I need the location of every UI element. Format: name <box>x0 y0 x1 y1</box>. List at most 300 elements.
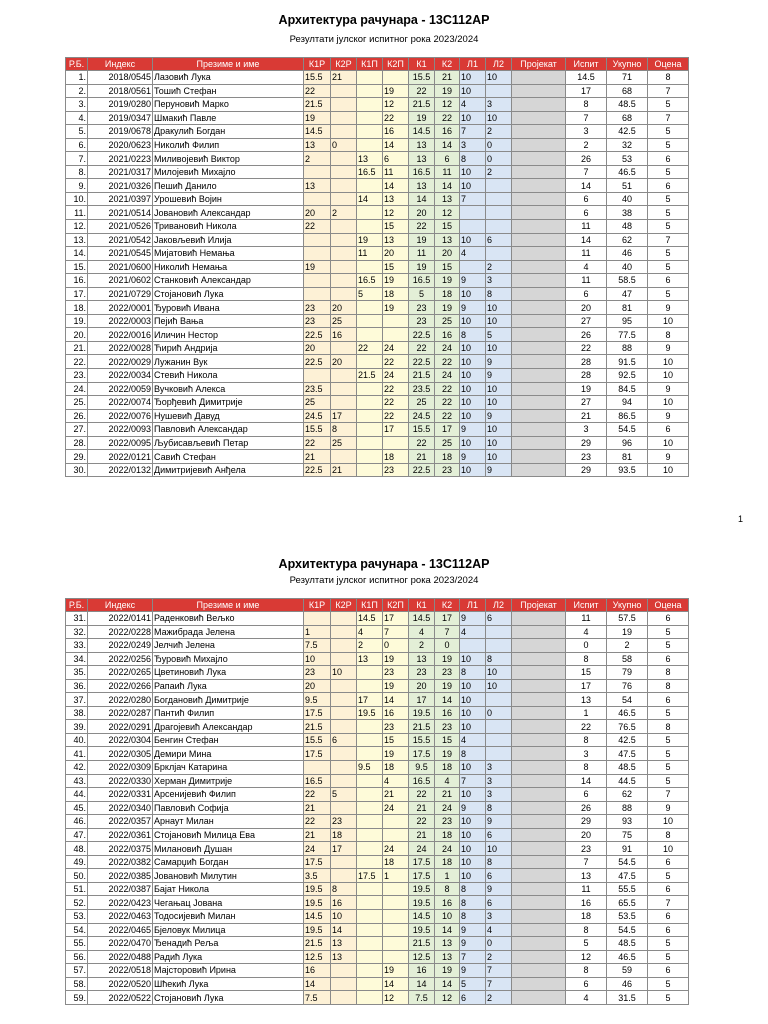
k2p-cell: 24 <box>383 369 409 383</box>
l2-cell <box>486 206 512 220</box>
k1r-cell: 10 <box>304 652 331 666</box>
k1r-cell: 15.5 <box>304 733 331 747</box>
exam-cell: 28 <box>566 355 607 369</box>
k1r-cell <box>304 274 331 288</box>
k1p-cell <box>357 937 383 951</box>
index-cell: 2018/0545 <box>88 71 153 85</box>
column-header-l1: Л1 <box>460 599 486 612</box>
rb-cell: 50. <box>66 869 88 883</box>
k1r-cell: 22.5 <box>304 328 331 342</box>
column-header-kp1: К1П <box>357 58 383 71</box>
name-cell: Вучковић Алекса <box>153 382 304 396</box>
k2p-cell: 22 <box>383 382 409 396</box>
k2p-cell: 20 <box>383 247 409 261</box>
l1-cell: 10 <box>460 842 486 856</box>
l2-cell: 9 <box>486 369 512 383</box>
k2-cell: 18 <box>435 855 460 869</box>
k1r-cell: 22 <box>304 815 331 829</box>
exam-cell: 26 <box>566 152 607 166</box>
total-cell: 48.5 <box>607 98 648 112</box>
project-cell <box>512 436 566 450</box>
k1r-cell: 16.5 <box>304 774 331 788</box>
total-cell: 88 <box>607 801 648 815</box>
total-cell: 51 <box>607 179 648 193</box>
exam-cell: 15 <box>566 666 607 680</box>
rb-cell: 3. <box>66 98 88 112</box>
k2-cell: 13 <box>435 233 460 247</box>
table-row <box>66 679 689 693</box>
k1r-cell: 22 <box>304 84 331 98</box>
k1p-cell: 21.5 <box>357 369 383 383</box>
name-cell: Богдановић Димитрије <box>153 693 304 707</box>
k2r-cell <box>331 98 357 112</box>
k2-cell: 19 <box>435 274 460 288</box>
l2-cell <box>486 220 512 234</box>
l1-cell: 10 <box>460 693 486 707</box>
k1r-cell <box>304 369 331 383</box>
total-cell: 79 <box>607 666 648 680</box>
k2r-cell: 10 <box>331 666 357 680</box>
column-header-nm: Презиме и име <box>153 58 304 71</box>
table-row <box>66 910 689 924</box>
k2p-cell: 21 <box>383 788 409 802</box>
table-row <box>66 233 689 247</box>
k1p-cell <box>357 666 383 680</box>
grade-cell: 5 <box>648 733 689 747</box>
project-cell <box>512 450 566 464</box>
l1-cell: 4 <box>460 98 486 112</box>
table-body <box>66 612 689 1005</box>
k1-cell: 16.5 <box>409 774 435 788</box>
index-cell: 2022/0003 <box>88 314 153 328</box>
total-cell: 46.5 <box>607 165 648 179</box>
k1r-cell: 23 <box>304 314 331 328</box>
l2-cell: 3 <box>486 774 512 788</box>
l2-cell: 9 <box>486 882 512 896</box>
k2r-cell: 21 <box>331 71 357 85</box>
l2-cell <box>486 625 512 639</box>
name-cell: Драгојевић Александар <box>153 720 304 734</box>
total-cell: 62 <box>607 233 648 247</box>
grade-cell: 10 <box>648 355 689 369</box>
k1p-cell: 13 <box>357 152 383 166</box>
name-cell: Јелчић Јелена <box>153 639 304 653</box>
k1p-cell <box>357 910 383 924</box>
project-cell <box>512 693 566 707</box>
k2r-cell <box>331 964 357 978</box>
project-cell <box>512 233 566 247</box>
grade-cell: 6 <box>648 964 689 978</box>
k2p-cell <box>383 950 409 964</box>
k2-cell: 11 <box>435 165 460 179</box>
k2-cell: 20 <box>435 247 460 261</box>
k2-cell: 23 <box>435 666 460 680</box>
project-cell <box>512 260 566 274</box>
exam-cell: 14.5 <box>566 71 607 85</box>
k2p-cell: 1 <box>383 869 409 883</box>
table-row <box>66 869 689 883</box>
index-cell: 2022/0309 <box>88 761 153 775</box>
grade-cell: 7 <box>648 111 689 125</box>
total-cell: 19 <box>607 625 648 639</box>
k2p-cell: 19 <box>383 301 409 315</box>
k1r-cell: 25 <box>304 396 331 410</box>
k1-cell: 14 <box>409 192 435 206</box>
k2-cell: 15 <box>435 733 460 747</box>
k2-cell: 16 <box>435 125 460 139</box>
index-cell: 2022/0029 <box>88 355 153 369</box>
table-row <box>66 450 689 464</box>
name-cell: Стевић Никола <box>153 369 304 383</box>
l1-cell: 9 <box>460 937 486 951</box>
l1-cell: 10 <box>460 436 486 450</box>
l1-cell: 10 <box>460 720 486 734</box>
name-cell: Шћекић Лука <box>153 977 304 991</box>
rb-cell: 26. <box>66 409 88 423</box>
table-row <box>66 761 689 775</box>
k1r-cell: 13 <box>304 179 331 193</box>
index-cell: 2022/0387 <box>88 882 153 896</box>
project-cell <box>512 409 566 423</box>
k1-cell: 15.5 <box>409 733 435 747</box>
rb-cell: 7. <box>66 152 88 166</box>
column-header-prj: Пројекат <box>512 599 566 612</box>
table-row <box>66 328 689 342</box>
rb-cell: 36. <box>66 679 88 693</box>
project-cell <box>512 842 566 856</box>
k2p-cell: 24 <box>383 842 409 856</box>
l1-cell: 10 <box>460 233 486 247</box>
l1-cell: 10 <box>460 382 486 396</box>
grade-cell: 6 <box>648 652 689 666</box>
table-row <box>66 423 689 437</box>
l2-cell: 9 <box>486 463 512 477</box>
grade-cell: 5 <box>648 220 689 234</box>
project-cell <box>512 84 566 98</box>
k1p-cell <box>357 382 383 396</box>
l1-cell: 10 <box>460 111 486 125</box>
table-row <box>66 206 689 220</box>
column-header-l1: Л1 <box>460 58 486 71</box>
grade-cell: 9 <box>648 341 689 355</box>
grade-cell: 8 <box>648 828 689 842</box>
index-cell: 2022/0280 <box>88 693 153 707</box>
total-cell: 53 <box>607 152 648 166</box>
k1r-cell: 19.5 <box>304 923 331 937</box>
name-cell: Арнаут Милан <box>153 815 304 829</box>
name-cell: Милановић Душан <box>153 842 304 856</box>
k2-cell: 7 <box>435 625 460 639</box>
k1r-cell: 20 <box>304 206 331 220</box>
column-header-k2: К2 <box>435 58 460 71</box>
k1-cell: 7.5 <box>409 991 435 1005</box>
k2p-cell: 15 <box>383 733 409 747</box>
l2-cell: 10 <box>486 423 512 437</box>
name-cell: Иличин Нестор <box>153 328 304 342</box>
grade-cell: 8 <box>648 328 689 342</box>
k2p-cell: 23 <box>383 720 409 734</box>
k1-cell: 13 <box>409 652 435 666</box>
total-cell: 91.5 <box>607 355 648 369</box>
name-cell: Павловић Софија <box>153 801 304 815</box>
k1-cell: 23.5 <box>409 382 435 396</box>
results-table <box>65 57 689 477</box>
exam-cell: 19 <box>566 382 607 396</box>
project-cell <box>512 774 566 788</box>
k2r-cell: 13 <box>331 950 357 964</box>
total-cell: 76.5 <box>607 720 648 734</box>
total-cell: 65.5 <box>607 896 648 910</box>
k2-cell: 24 <box>435 842 460 856</box>
l2-cell: 8 <box>486 287 512 301</box>
rb-cell: 20. <box>66 328 88 342</box>
rb-cell: 25. <box>66 396 88 410</box>
table-row <box>66 152 689 166</box>
exam-cell: 8 <box>566 733 607 747</box>
exam-cell: 4 <box>566 625 607 639</box>
k2r-cell <box>331 801 357 815</box>
table-row <box>66 260 689 274</box>
k1-cell: 2 <box>409 639 435 653</box>
k2r-cell <box>331 179 357 193</box>
l1-cell <box>460 260 486 274</box>
name-cell: Чегањац Јована <box>153 896 304 910</box>
k1r-cell: 22.5 <box>304 355 331 369</box>
l2-cell: 0 <box>486 152 512 166</box>
exam-cell: 3 <box>566 125 607 139</box>
k1p-cell: 13 <box>357 652 383 666</box>
k1r-cell: 19.5 <box>304 896 331 910</box>
grade-cell: 5 <box>648 287 689 301</box>
rb-cell: 1. <box>66 71 88 85</box>
grade-cell: 10 <box>648 369 689 383</box>
l1-cell: 8 <box>460 882 486 896</box>
k2-cell: 23 <box>435 720 460 734</box>
k2-cell: 12 <box>435 991 460 1005</box>
k2p-cell: 17 <box>383 423 409 437</box>
k2-cell: 19 <box>435 301 460 315</box>
index-cell: 2022/0001 <box>88 301 153 315</box>
k1r-cell <box>304 165 331 179</box>
k2r-cell: 21 <box>331 463 357 477</box>
total-cell: 81 <box>607 301 648 315</box>
k2p-cell <box>383 436 409 450</box>
k2p-cell <box>383 896 409 910</box>
exam-cell: 7 <box>566 165 607 179</box>
grade-cell: 6 <box>648 179 689 193</box>
k2-cell: 19 <box>435 652 460 666</box>
k2p-cell: 0 <box>383 639 409 653</box>
exam-cell: 5 <box>566 937 607 951</box>
k1p-cell <box>357 125 383 139</box>
k1r-cell: 19.5 <box>304 882 331 896</box>
total-cell: 38 <box>607 206 648 220</box>
exam-cell: 22 <box>566 341 607 355</box>
l2-cell: 10 <box>486 341 512 355</box>
table-row <box>66 788 689 802</box>
k1r-cell: 19 <box>304 111 331 125</box>
k2-cell: 12 <box>435 98 460 112</box>
k2-cell: 17 <box>435 612 460 626</box>
k1-cell: 13 <box>409 138 435 152</box>
name-cell: Мажибрада Јелена <box>153 625 304 639</box>
k1p-cell <box>357 882 383 896</box>
table-row <box>66 369 689 383</box>
k2-cell: 25 <box>435 314 460 328</box>
project-cell <box>512 341 566 355</box>
k1-cell: 16.5 <box>409 274 435 288</box>
total-cell: 32 <box>607 138 648 152</box>
l1-cell: 10 <box>460 287 486 301</box>
table-row <box>66 165 689 179</box>
k1-cell: 22.5 <box>409 328 435 342</box>
k2r-cell: 17 <box>331 409 357 423</box>
name-cell: Јовановић Милутин <box>153 869 304 883</box>
k2r-cell: 23 <box>331 815 357 829</box>
k2r-cell <box>331 382 357 396</box>
project-cell <box>512 964 566 978</box>
column-header-uk: Укупно <box>607 58 648 71</box>
name-cell: Мајсторовић Ирина <box>153 964 304 978</box>
column-header-isp: Испит <box>566 58 607 71</box>
k1p-cell: 14.5 <box>357 612 383 626</box>
exam-cell: 0 <box>566 639 607 653</box>
k2r-cell: 5 <box>331 788 357 802</box>
table-row <box>66 801 689 815</box>
grade-cell: 10 <box>648 815 689 829</box>
k1-cell: 4 <box>409 625 435 639</box>
l2-cell: 10 <box>486 301 512 315</box>
name-cell: Тривановић Никола <box>153 220 304 234</box>
rb-cell: 12. <box>66 220 88 234</box>
k1r-cell: 22 <box>304 220 331 234</box>
exam-cell: 4 <box>566 260 607 274</box>
page-number: 1 <box>738 514 744 524</box>
k1-cell: 22.5 <box>409 355 435 369</box>
column-header-k1: К1 <box>409 58 435 71</box>
grade-cell: 5 <box>648 206 689 220</box>
rb-cell: 16. <box>66 274 88 288</box>
project-cell <box>512 733 566 747</box>
l2-cell: 3 <box>486 788 512 802</box>
l1-cell: 10 <box>460 165 486 179</box>
k1r-cell <box>304 192 331 206</box>
k1p-cell <box>357 423 383 437</box>
k2p-cell: 11 <box>383 165 409 179</box>
column-header-rb: Р.Б. <box>66 58 88 71</box>
k1-cell: 19 <box>409 260 435 274</box>
k2p-cell <box>383 882 409 896</box>
k1p-cell <box>357 206 383 220</box>
l1-cell: 10 <box>460 855 486 869</box>
column-header-idx: Индекс <box>88 58 153 71</box>
rb-cell: 39. <box>66 720 88 734</box>
table-row <box>66 855 689 869</box>
rb-cell: 34. <box>66 652 88 666</box>
column-header-oc: Оцена <box>648 58 689 71</box>
k1p-cell <box>357 828 383 842</box>
project-cell <box>512 652 566 666</box>
index-cell: 2022/0095 <box>88 436 153 450</box>
l1-cell: 4 <box>460 733 486 747</box>
total-cell: 42.5 <box>607 733 648 747</box>
rb-cell: 10. <box>66 192 88 206</box>
index-cell: 2022/0330 <box>88 774 153 788</box>
k2r-cell <box>331 639 357 653</box>
l1-cell: 9 <box>460 923 486 937</box>
k2r-cell: 16 <box>331 896 357 910</box>
name-cell: Шмакић Павле <box>153 111 304 125</box>
k1-cell: 17 <box>409 693 435 707</box>
k1p-cell <box>357 111 383 125</box>
exam-cell: 11 <box>566 882 607 896</box>
k1p-cell: 2 <box>357 639 383 653</box>
k2p-cell: 15 <box>383 260 409 274</box>
grade-cell: 9 <box>648 301 689 315</box>
l1-cell: 8 <box>460 896 486 910</box>
rb-cell: 43. <box>66 774 88 788</box>
exam-cell: 23 <box>566 842 607 856</box>
project-cell <box>512 355 566 369</box>
rb-cell: 23. <box>66 369 88 383</box>
document-subtitle: Резултати јулског испитног рока 2023/2024 <box>289 575 479 586</box>
l2-cell: 3 <box>486 274 512 288</box>
table-row <box>66 382 689 396</box>
k2r-cell <box>331 761 357 775</box>
rb-cell: 58. <box>66 977 88 991</box>
project-cell <box>512 165 566 179</box>
k1p-cell <box>357 977 383 991</box>
project-cell <box>512 369 566 383</box>
table-row <box>66 652 689 666</box>
rb-cell: 14. <box>66 247 88 261</box>
k1p-cell <box>357 964 383 978</box>
grade-cell: 5 <box>648 98 689 112</box>
k2p-cell: 12 <box>383 98 409 112</box>
table-row <box>66 463 689 477</box>
project-cell <box>512 869 566 883</box>
project-cell <box>512 896 566 910</box>
project-cell <box>512 220 566 234</box>
name-cell: Херман Димитрије <box>153 774 304 788</box>
l2-cell: 10 <box>486 396 512 410</box>
table-row <box>66 179 689 193</box>
total-cell: 46.5 <box>607 950 648 964</box>
exam-cell: 11 <box>566 247 607 261</box>
total-cell: 31.5 <box>607 991 648 1005</box>
total-cell: 59 <box>607 964 648 978</box>
name-cell: Љубисављевић Петар <box>153 436 304 450</box>
l2-cell: 0 <box>486 706 512 720</box>
k2p-cell: 12 <box>383 206 409 220</box>
name-cell: Брклјач Катарина <box>153 761 304 775</box>
l1-cell: 10 <box>460 355 486 369</box>
project-cell <box>512 801 566 815</box>
exam-cell: 13 <box>566 693 607 707</box>
rb-cell: 21. <box>66 341 88 355</box>
rb-cell: 38. <box>66 706 88 720</box>
k2r-cell <box>331 450 357 464</box>
l2-cell: 8 <box>486 855 512 869</box>
k1p-cell <box>357 842 383 856</box>
index-cell: 2022/0340 <box>88 801 153 815</box>
index-cell: 2022/0256 <box>88 652 153 666</box>
exam-cell: 27 <box>566 314 607 328</box>
k2p-cell: 14 <box>383 977 409 991</box>
table-row <box>66 774 689 788</box>
k2r-cell <box>331 991 357 1005</box>
project-cell <box>512 720 566 734</box>
